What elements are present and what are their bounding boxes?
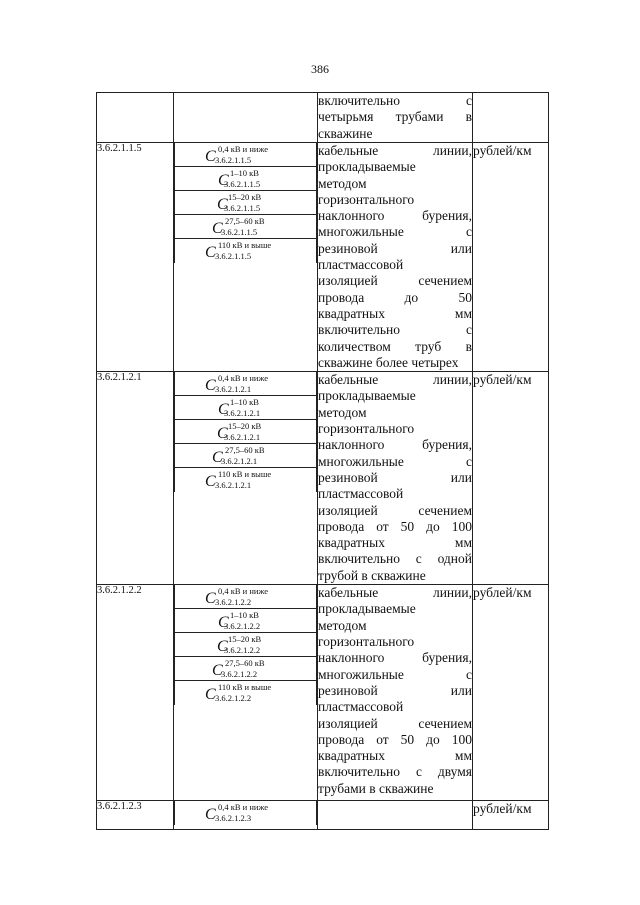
description-line: изоляцией сечением (318, 715, 472, 731)
formula-cell (174, 215, 317, 239)
row-description (318, 585, 473, 801)
row-formulas (174, 93, 318, 143)
description-line: изоляцией сечением (318, 273, 472, 289)
row-unit: рублей/км (473, 585, 549, 801)
description-line: многожильные с (318, 453, 472, 469)
formula-subscript: 3.6.2.1.2.1 (215, 480, 252, 491)
page-number: 386 (311, 62, 329, 76)
formula-superscript: 0,4 кВ и ниже (218, 802, 268, 813)
description-line: кабельные линии, (318, 585, 472, 601)
description-line: многожильные с (318, 666, 472, 682)
description-line: провода до 50 (318, 289, 472, 305)
formula-subscript: 3.6.2.1.2.2 (215, 597, 252, 608)
formula-symbol: C (205, 806, 216, 824)
description-line: методом (318, 617, 367, 633)
formula-cell (174, 657, 317, 681)
description-line: трубой в скважине (318, 567, 426, 583)
description-line: резиновой или (318, 682, 472, 698)
row-unit: рублей/км (473, 372, 549, 585)
description-line: скважине (318, 125, 373, 141)
row-unit: рублей/км (473, 801, 549, 830)
formula-subscript: 3.6.2.1.2.2 (224, 621, 261, 632)
row-description (318, 801, 473, 830)
description-line: пластмассовой (318, 699, 404, 715)
description-line: четырьмя трубами в (318, 109, 472, 125)
row-code: 3.6.2.1.2.3 (97, 801, 174, 830)
description-line: скважине более четырех (318, 354, 459, 370)
formula-cell (174, 801, 317, 825)
formula-symbol: C (217, 425, 228, 443)
formula-subscript: 3.6.2.1.1.5 (224, 203, 261, 213)
description-line: изоляцией сечением (318, 502, 472, 518)
formula-subscript: 3.6.2.1.2.2 (221, 669, 258, 680)
table-row (97, 143, 549, 372)
formula-superscript: 1–10 кВ (230, 397, 259, 408)
row-description (318, 372, 473, 585)
row-formulas (174, 585, 318, 801)
description-line: прокладываемые (318, 601, 416, 617)
formula-cell (174, 681, 317, 705)
description-line: резиновой или (318, 240, 472, 256)
description-line: трубами в скважине (318, 780, 434, 796)
formula-superscript: 27,5–60 кВ (225, 445, 265, 456)
description-line: включительно с (318, 93, 472, 108)
formula-cell (174, 444, 317, 468)
formula-symbol: C (205, 377, 216, 395)
formula-superscript: 1–10 кВ (230, 610, 259, 621)
formula-symbol: C (205, 686, 216, 704)
row-code: 3.6.2.1.2.2 (97, 585, 174, 801)
table-row (97, 801, 549, 830)
formula-symbol: C (205, 590, 216, 608)
formula-symbol: C (218, 401, 229, 419)
formula-subscript: 3.6.2.1.1.5 (224, 179, 261, 189)
formula-cell (174, 372, 317, 396)
table-row (97, 585, 549, 801)
formula-symbol: C (205, 244, 216, 261)
row-description (318, 93, 473, 143)
formula-superscript: 27,5–60 кВ (225, 216, 265, 226)
formula-symbol: C (212, 662, 223, 680)
formula-symbol: C (217, 638, 228, 656)
tariff-table-body (97, 93, 549, 830)
row-code: 3.6.2.1.1.5 (97, 143, 174, 372)
formula-symbol: C (205, 473, 216, 491)
formula-cell (174, 633, 317, 657)
description-line: кабельные линии, (318, 143, 472, 158)
tariff-table (96, 92, 549, 830)
description-line: провода от 50 до 100 (318, 731, 472, 747)
description-line: квадратных мм (318, 535, 472, 551)
table-row (97, 93, 549, 143)
formula-subscript: 3.6.2.1.2.2 (224, 645, 261, 656)
description-line: горизонтального (318, 421, 415, 437)
formula-symbol: C (205, 148, 216, 165)
description-line: квадратных мм (318, 748, 472, 764)
description-line: методом (318, 175, 367, 191)
description-line: наклонного бурения, (318, 208, 472, 224)
row-formulas (174, 801, 318, 830)
formula-symbol: C (218, 614, 229, 632)
description-line: пластмассовой (318, 257, 404, 273)
formula-superscript: 1–10 кВ (230, 168, 259, 178)
formula-subscript: 3.6.2.1.1.5 (215, 155, 252, 165)
description-line: горизонтального (318, 634, 415, 650)
description-line: включительно с одной (318, 551, 472, 567)
formula-cell (174, 143, 317, 167)
description-line: пластмассовой (318, 486, 404, 502)
formula-subscript: 3.6.2.1.2.2 (215, 693, 252, 704)
description-line: включительно с двумя (318, 764, 472, 780)
formula-superscript: 0,4 кВ и ниже (218, 144, 268, 154)
formula-subscript: 3.6.2.1.2.3 (215, 813, 252, 824)
formula-cell (174, 191, 317, 215)
formula-superscript: 110 кВ и выше (218, 469, 272, 480)
description-line: горизонтального (318, 191, 415, 207)
formula-cell (174, 167, 317, 191)
description-line: резиновой или (318, 469, 472, 485)
formula-subscript: 3.6.2.1.2.1 (221, 456, 258, 467)
description-line: наклонного бурения, (318, 437, 472, 453)
description-line: провода от 50 до 100 (318, 518, 472, 534)
row-unit (473, 93, 549, 143)
table-row (97, 372, 549, 585)
formula-symbol: C (217, 196, 228, 213)
row-unit: рублей/км (473, 143, 549, 372)
row-code: 3.6.2.1.2.1 (97, 372, 174, 585)
description-line: наклонного бурения, (318, 650, 472, 666)
row-code (97, 93, 174, 143)
formula-cell (174, 609, 317, 633)
row-description (318, 143, 473, 372)
formula-symbol: C (212, 220, 223, 237)
formula-subscript: 3.6.2.1.2.1 (224, 408, 261, 419)
formula-cell (174, 396, 317, 420)
description-line: прокладываемые (318, 159, 416, 175)
description-line: количеством труб в (318, 338, 472, 354)
formula-cell (174, 585, 317, 609)
description-line: кабельные линии, (318, 372, 472, 388)
formula-superscript: 0,4 кВ и ниже (218, 373, 268, 384)
formula-superscript: 110 кВ и выше (218, 682, 272, 693)
formula-superscript: 110 кВ и выше (218, 240, 272, 250)
formula-subscript: 3.6.2.1.2.1 (224, 432, 261, 443)
description-line: прокладываемые (318, 388, 416, 404)
formula-subscript: 3.6.2.1.1.5 (215, 251, 252, 261)
description-line: включительно с (318, 322, 472, 338)
formula-subscript: 3.6.2.1.1.5 (221, 227, 258, 237)
formula-symbol: C (212, 449, 223, 467)
formula-cell (174, 239, 317, 263)
formula-cell (174, 468, 317, 492)
description-line: квадратных мм (318, 305, 472, 321)
description-line: многожильные с (318, 224, 472, 240)
formula-symbol: C (218, 172, 229, 189)
formula-subscript: 3.6.2.1.2.1 (215, 384, 252, 395)
formula-superscript: 27,5–60 кВ (225, 658, 265, 669)
formula-superscript: 15–20 кВ (228, 421, 262, 432)
description-line: методом (318, 404, 367, 420)
formula-cell (174, 420, 317, 444)
formula-superscript: 15–20 кВ (228, 192, 262, 202)
row-formulas (174, 372, 318, 585)
formula-superscript: 15–20 кВ (228, 634, 262, 645)
formula-superscript: 0,4 кВ и ниже (218, 586, 268, 597)
row-formulas (174, 143, 318, 372)
